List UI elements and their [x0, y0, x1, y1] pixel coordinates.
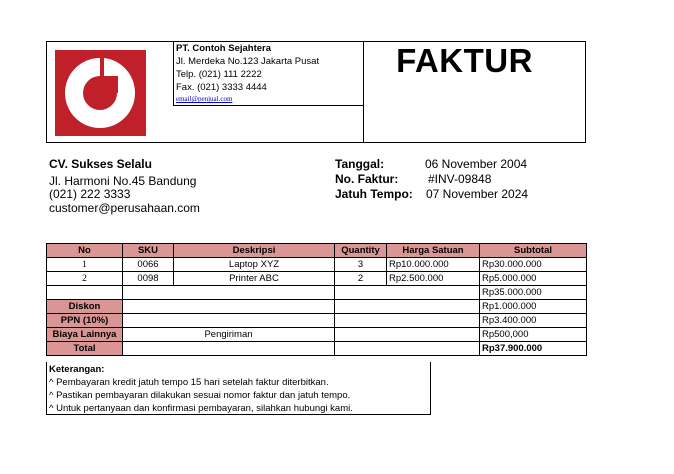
cell-subtotal: Rp30.000.000: [480, 258, 587, 272]
empty-cell: [123, 300, 335, 314]
note-item: ^ Pastikan pembayaran dilakukan sesuai nomor faktur dan jatuh tempo.: [49, 390, 351, 401]
customer-address: Jl. Harmoni No.45 Bandung: [49, 174, 197, 188]
notes-box: [46, 362, 431, 415]
date-value: 06 November 2004: [425, 157, 528, 171]
cell-quantity: 2: [335, 272, 387, 286]
table-row: [47, 258, 587, 272]
column-header-description: Deskripsi: [174, 244, 335, 258]
cell-unit-price: Rp2.500.000: [387, 272, 480, 286]
empty-cell: [123, 286, 335, 300]
total-label: Total: [47, 342, 123, 356]
note-item: ^ Untuk pertanyaan dan konfirmasi pembayaran, silahkan hubungi kami.: [49, 403, 353, 414]
column-header-unit-price: Harga Satuan: [387, 244, 480, 258]
due-date-label: Jatuh Tempo:: [335, 187, 413, 201]
empty-cell: [123, 314, 335, 328]
table-row: [47, 272, 587, 286]
column-header-subtotal: Subtotal: [480, 244, 587, 258]
sum-subtotal-value: Rp35.000.000: [480, 286, 587, 300]
cell-description: Laptop XYZ: [174, 258, 335, 272]
table-header-row: [47, 244, 587, 258]
tax-value: Rp3.400.000: [480, 314, 587, 328]
company-logo: [55, 50, 146, 136]
column-header-sku: SKU: [123, 244, 174, 258]
column-header-quantity: Quantity: [335, 244, 387, 258]
other-fees-row: [47, 328, 587, 342]
column-header-no: No: [47, 244, 123, 258]
seller-phone: Telp. (021) 111 2222: [176, 69, 262, 80]
cell-no: 1: [47, 258, 123, 272]
empty-cell: [335, 286, 480, 300]
total-row: [47, 342, 587, 356]
notes-title: Keterangan:: [49, 364, 105, 375]
empty-cell: [335, 342, 480, 356]
cell-quantity: 3: [335, 258, 387, 272]
invoice-number-label: No. Faktur:: [335, 172, 399, 186]
cell-unit-price: Rp10.000.000: [387, 258, 480, 272]
cell-sku: 0098: [123, 272, 174, 286]
sum-row: [47, 286, 587, 300]
empty-cell: [335, 328, 480, 342]
empty-cell: [47, 286, 123, 300]
note-item: ^ Pembayaran kredit jatuh tempo 15 hari setelah faktur diterbitkan.: [49, 377, 329, 388]
other-fees-label: Biaya Lainnya: [47, 328, 123, 342]
other-fees-value: Rp500,000: [480, 328, 587, 342]
other-fees-description: Pengiriman: [123, 328, 335, 342]
invoice-number-value: #INV-09848: [428, 172, 492, 186]
discount-row: [47, 300, 587, 314]
seller-address: Jl. Merdeka No.123 Jakarta Pusat: [176, 56, 320, 67]
seller-name: PT. Contoh Sejahtera: [176, 43, 272, 54]
cell-description: Printer ABC: [174, 272, 335, 286]
cell-no: 2: [47, 272, 123, 286]
empty-cell: [335, 300, 480, 314]
date-label: Tanggal:: [335, 157, 385, 171]
discount-label: Diskon: [47, 300, 123, 314]
customer-email: customer@perusahaan.com: [49, 201, 200, 215]
tax-row: [47, 314, 587, 328]
cell-subtotal: Rp5.000.000: [480, 272, 587, 286]
tax-label: PPN (10%): [47, 314, 123, 328]
seller-email-link[interactable]: email@penjual.com: [176, 95, 233, 103]
total-value: Rp37.900.000: [480, 342, 587, 356]
seller-fax: Fax. (021) 3333 4444: [176, 82, 267, 93]
customer-phone: (021) 222 3333: [49, 187, 131, 201]
document-title: FAKTUR: [396, 42, 533, 79]
empty-cell: [335, 314, 480, 328]
invoice-items-table: [46, 243, 587, 356]
cell-sku: 0066: [123, 258, 174, 272]
customer-name: CV. Sukses Selalu: [49, 157, 152, 171]
discount-value: Rp1.000.000: [480, 300, 587, 314]
empty-cell: [123, 342, 335, 356]
company-logo-e-icon: [55, 50, 146, 136]
due-date-value: 07 November 2024: [426, 187, 529, 201]
